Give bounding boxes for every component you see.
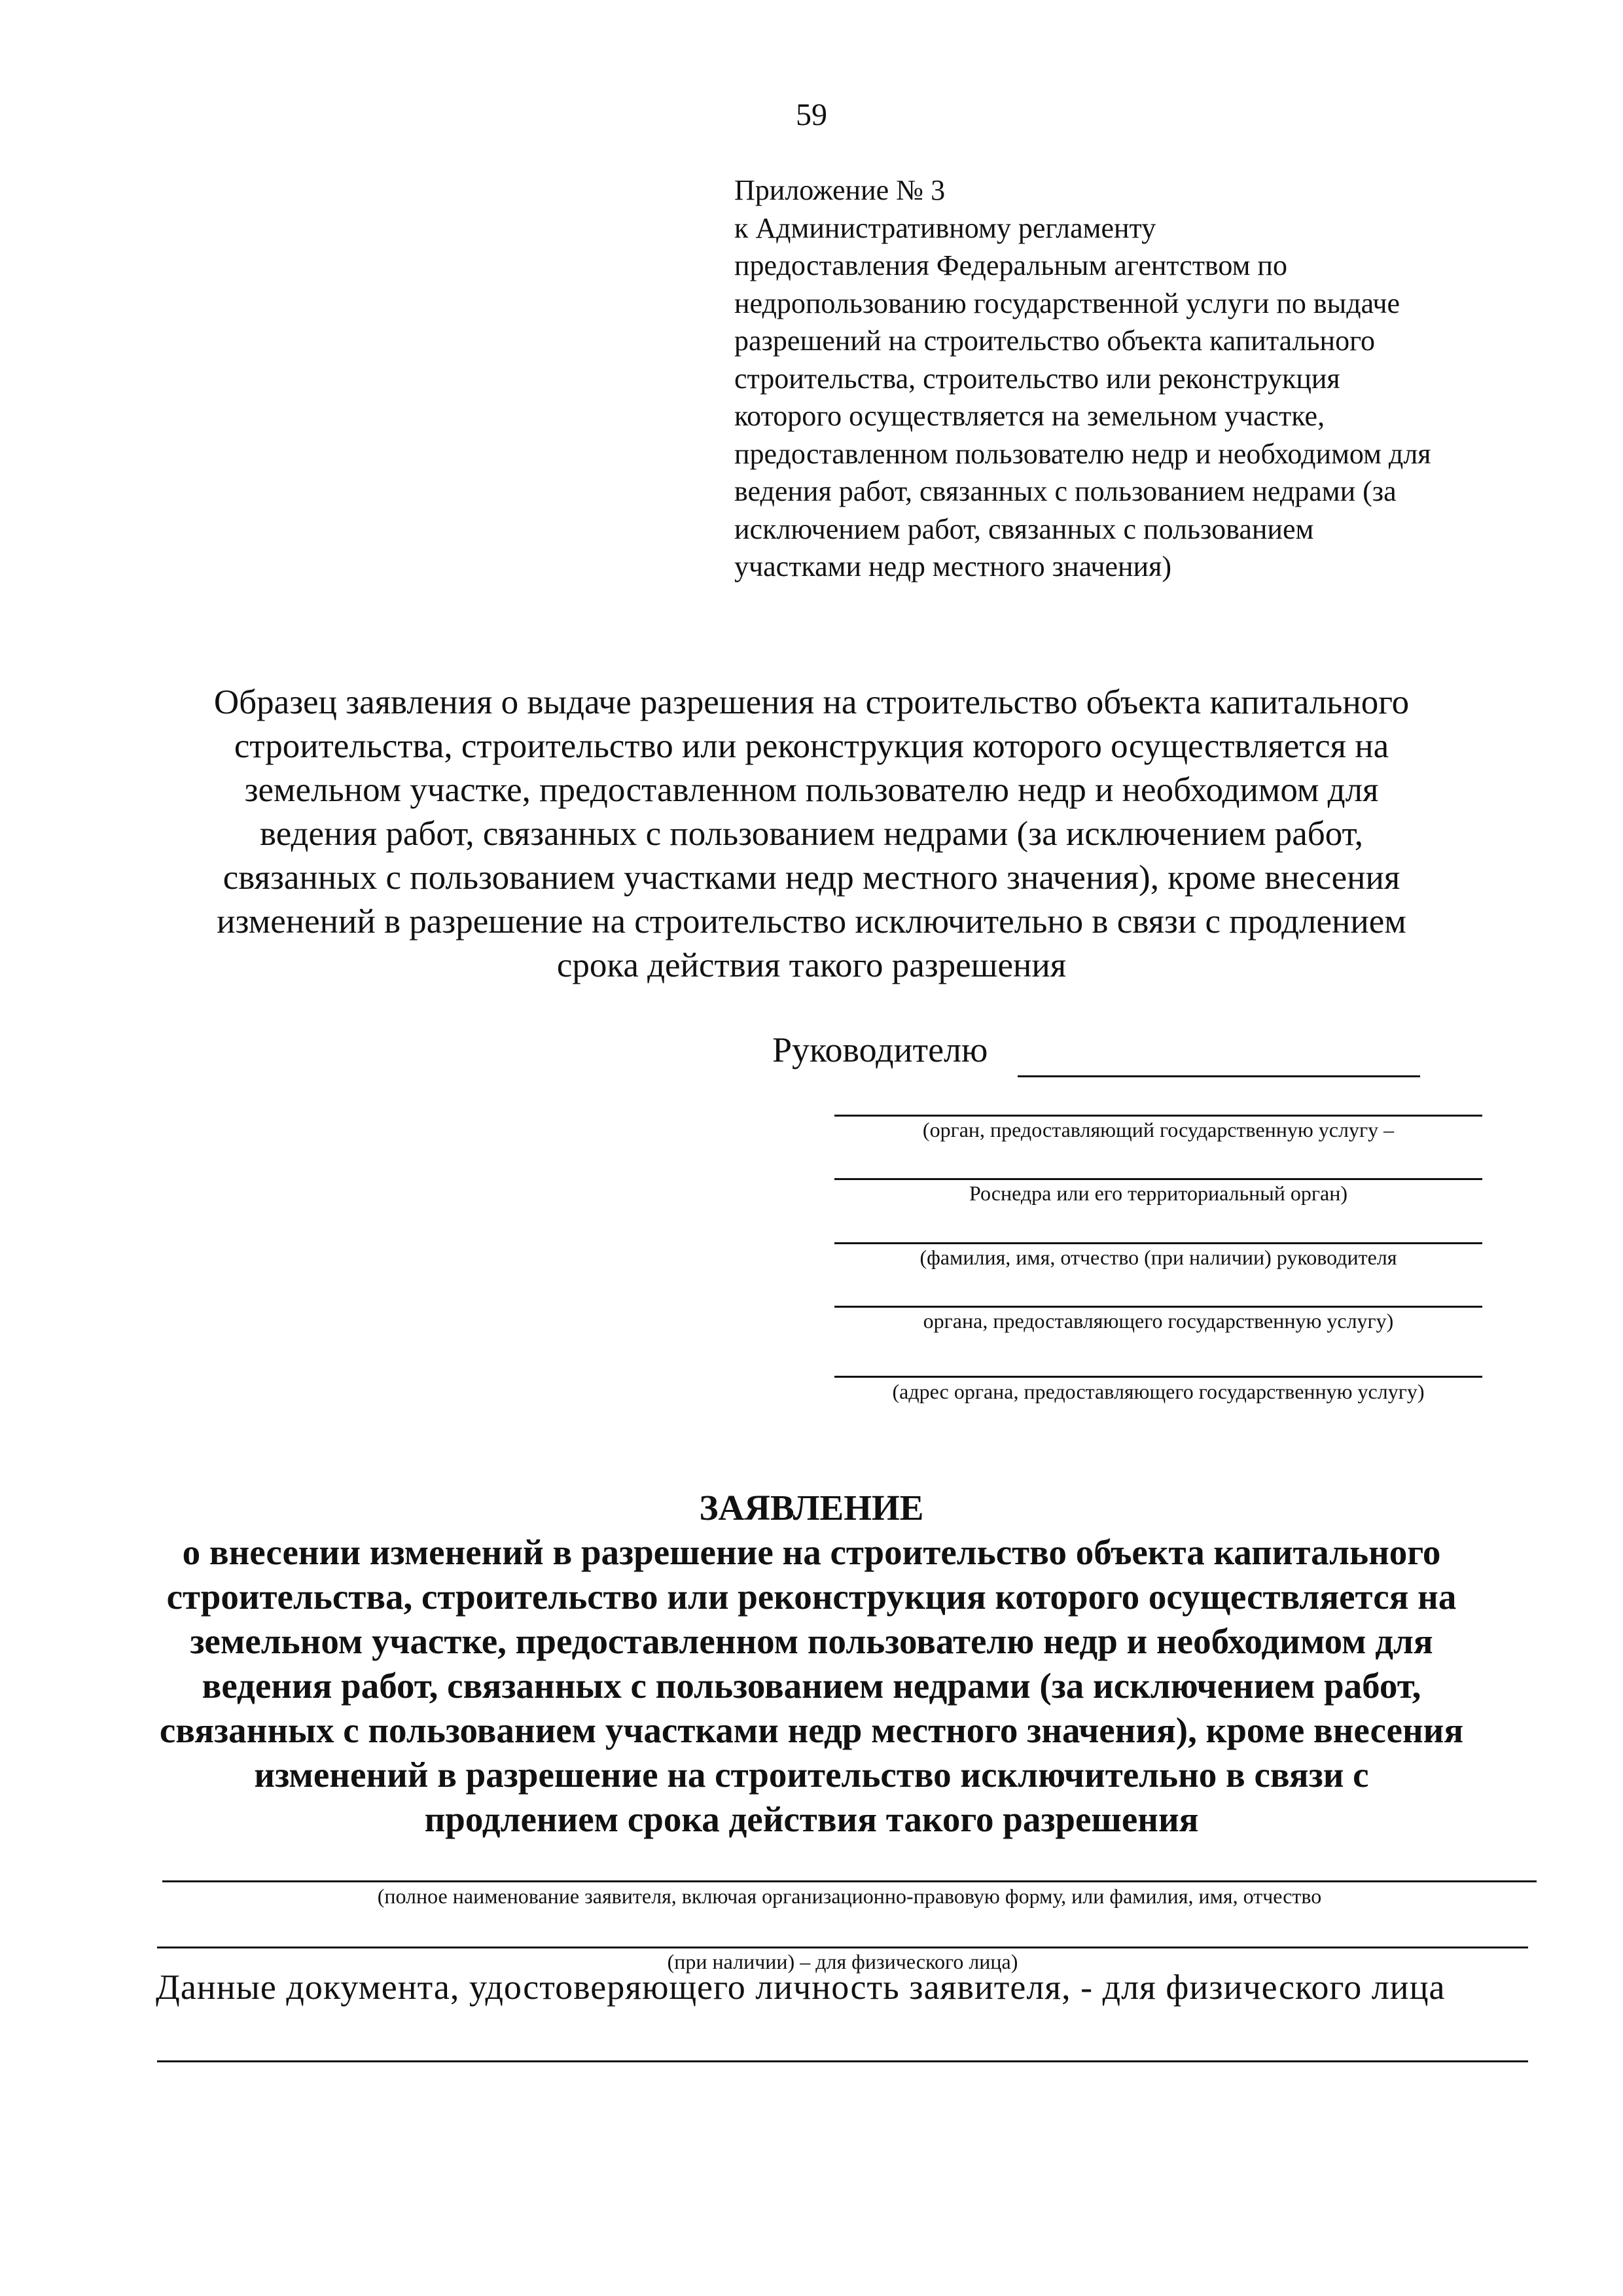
annex-line: строительства, строительство или реконструкция — [734, 362, 1340, 395]
head-name-field-continued[interactable] — [834, 1306, 1482, 1308]
statement-subtitle-line: связанных с пользованием участками недр местного значения), кроме внесения — [159, 1710, 1464, 1750]
id-document-field[interactable] — [157, 2060, 1528, 2062]
annex-line: к Административному регламенту — [734, 211, 1156, 244]
statement-subtitle-line: строительства, строительство или реконструкция которого осуществляется на — [166, 1577, 1457, 1617]
annex-block — [734, 171, 1585, 586]
applicant-name-field-continued[interactable] — [157, 1946, 1528, 1948]
statement-subtitle-line: продлением срока действия такого разрешения — [424, 1799, 1199, 1839]
applicant-name-caption: (полное наименование заявителя, включая организационно-правовую форму, или фамилия, имя, отчество — [377, 1884, 1322, 1908]
authority-field-continued[interactable] — [834, 1178, 1482, 1180]
statement-title: ЗАЯВЛЕНИЕ — [699, 1488, 924, 1528]
id-document-label: Данные документа, удостоверяющего личность заявителя, - для физического лица — [156, 1967, 1446, 2007]
annex-line: которого осуществляется на земельном участке, — [734, 400, 1325, 432]
applicant-name-field[interactable] — [162, 1880, 1537, 1882]
addressee-label: Руководителю — [772, 1030, 988, 1069]
annex-line: предоставленном пользователю недр и необходимом для — [734, 437, 1431, 470]
annex-line: недропользованию государственной услуги по выдаче — [734, 287, 1400, 319]
sample-heading-line: земельном участке, предоставленном пользователю недр и необходимом для — [244, 771, 1379, 809]
authority-address-field[interactable] — [834, 1376, 1482, 1378]
statement-subtitle-line: о внесении изменений в разрешение на строительство объекта капитального — [182, 1532, 1441, 1572]
annex-line: разрешений на строительство объекта капитального — [734, 325, 1376, 357]
addressee-name-field[interactable] — [1018, 1075, 1420, 1077]
annex-line: исключением работ, связанных с пользованием — [734, 512, 1314, 545]
annex-line: ведения работ, связанных с пользованием недрами (за — [734, 475, 1397, 507]
authority-caption: (орган, предоставляющий государственную услугу – — [922, 1118, 1395, 1141]
head-name-caption: (фамилия, имя, отчество (при наличии) руководителя — [919, 1246, 1397, 1269]
authority-address-caption: (адрес органа, предоставляющего государственную услугу) — [892, 1380, 1425, 1403]
authority-field[interactable] — [834, 1115, 1482, 1117]
page-number: 59 — [796, 98, 827, 132]
annex-line: Приложение № 3 — [734, 174, 946, 206]
head-name-caption-continued: органа, предоставляющего государственную услугу) — [923, 1309, 1394, 1333]
sample-heading-line: изменений в разрешение на строительство исключительно в связи с продлением — [217, 903, 1406, 941]
sample-heading-line: ведения работ, связанных с пользованием недрами (за исключением работ, — [260, 815, 1363, 853]
head-name-field[interactable] — [834, 1242, 1482, 1244]
sample-heading-line: срока действия такого разрешения — [556, 946, 1067, 984]
sample-heading-line: строительства, строительство или реконструкция которого осуществляется на — [234, 727, 1389, 765]
statement-title-block — [0, 1486, 1623, 1842]
authority-caption-continued: Роснедра или его территориальный орган) — [969, 1181, 1348, 1205]
statement-subtitle-line: земельном участке, предоставленном пользователю недр и необходимом для — [190, 1621, 1433, 1661]
sample-heading-line: Образец заявления о выдаче разрешения на строительство объекта капитального — [213, 683, 1410, 721]
statement-subtitle-line: изменений в разрешение на строительство исключительно в связи с — [254, 1755, 1369, 1795]
sample-heading-line: связанных с пользованием участками недр местного значения), кроме внесения — [223, 859, 1400, 897]
annex-line: предоставления Федеральным агентством по — [734, 249, 1287, 281]
applicant-name-caption-continued: (при наличии) – для физического лица) — [667, 1950, 1018, 1973]
annex-line: участками недр местного значения) — [734, 550, 1171, 583]
sample-heading — [0, 681, 1623, 988]
statement-subtitle-line: ведения работ, связанных с пользованием недрами (за исключением работ, — [202, 1666, 1421, 1706]
